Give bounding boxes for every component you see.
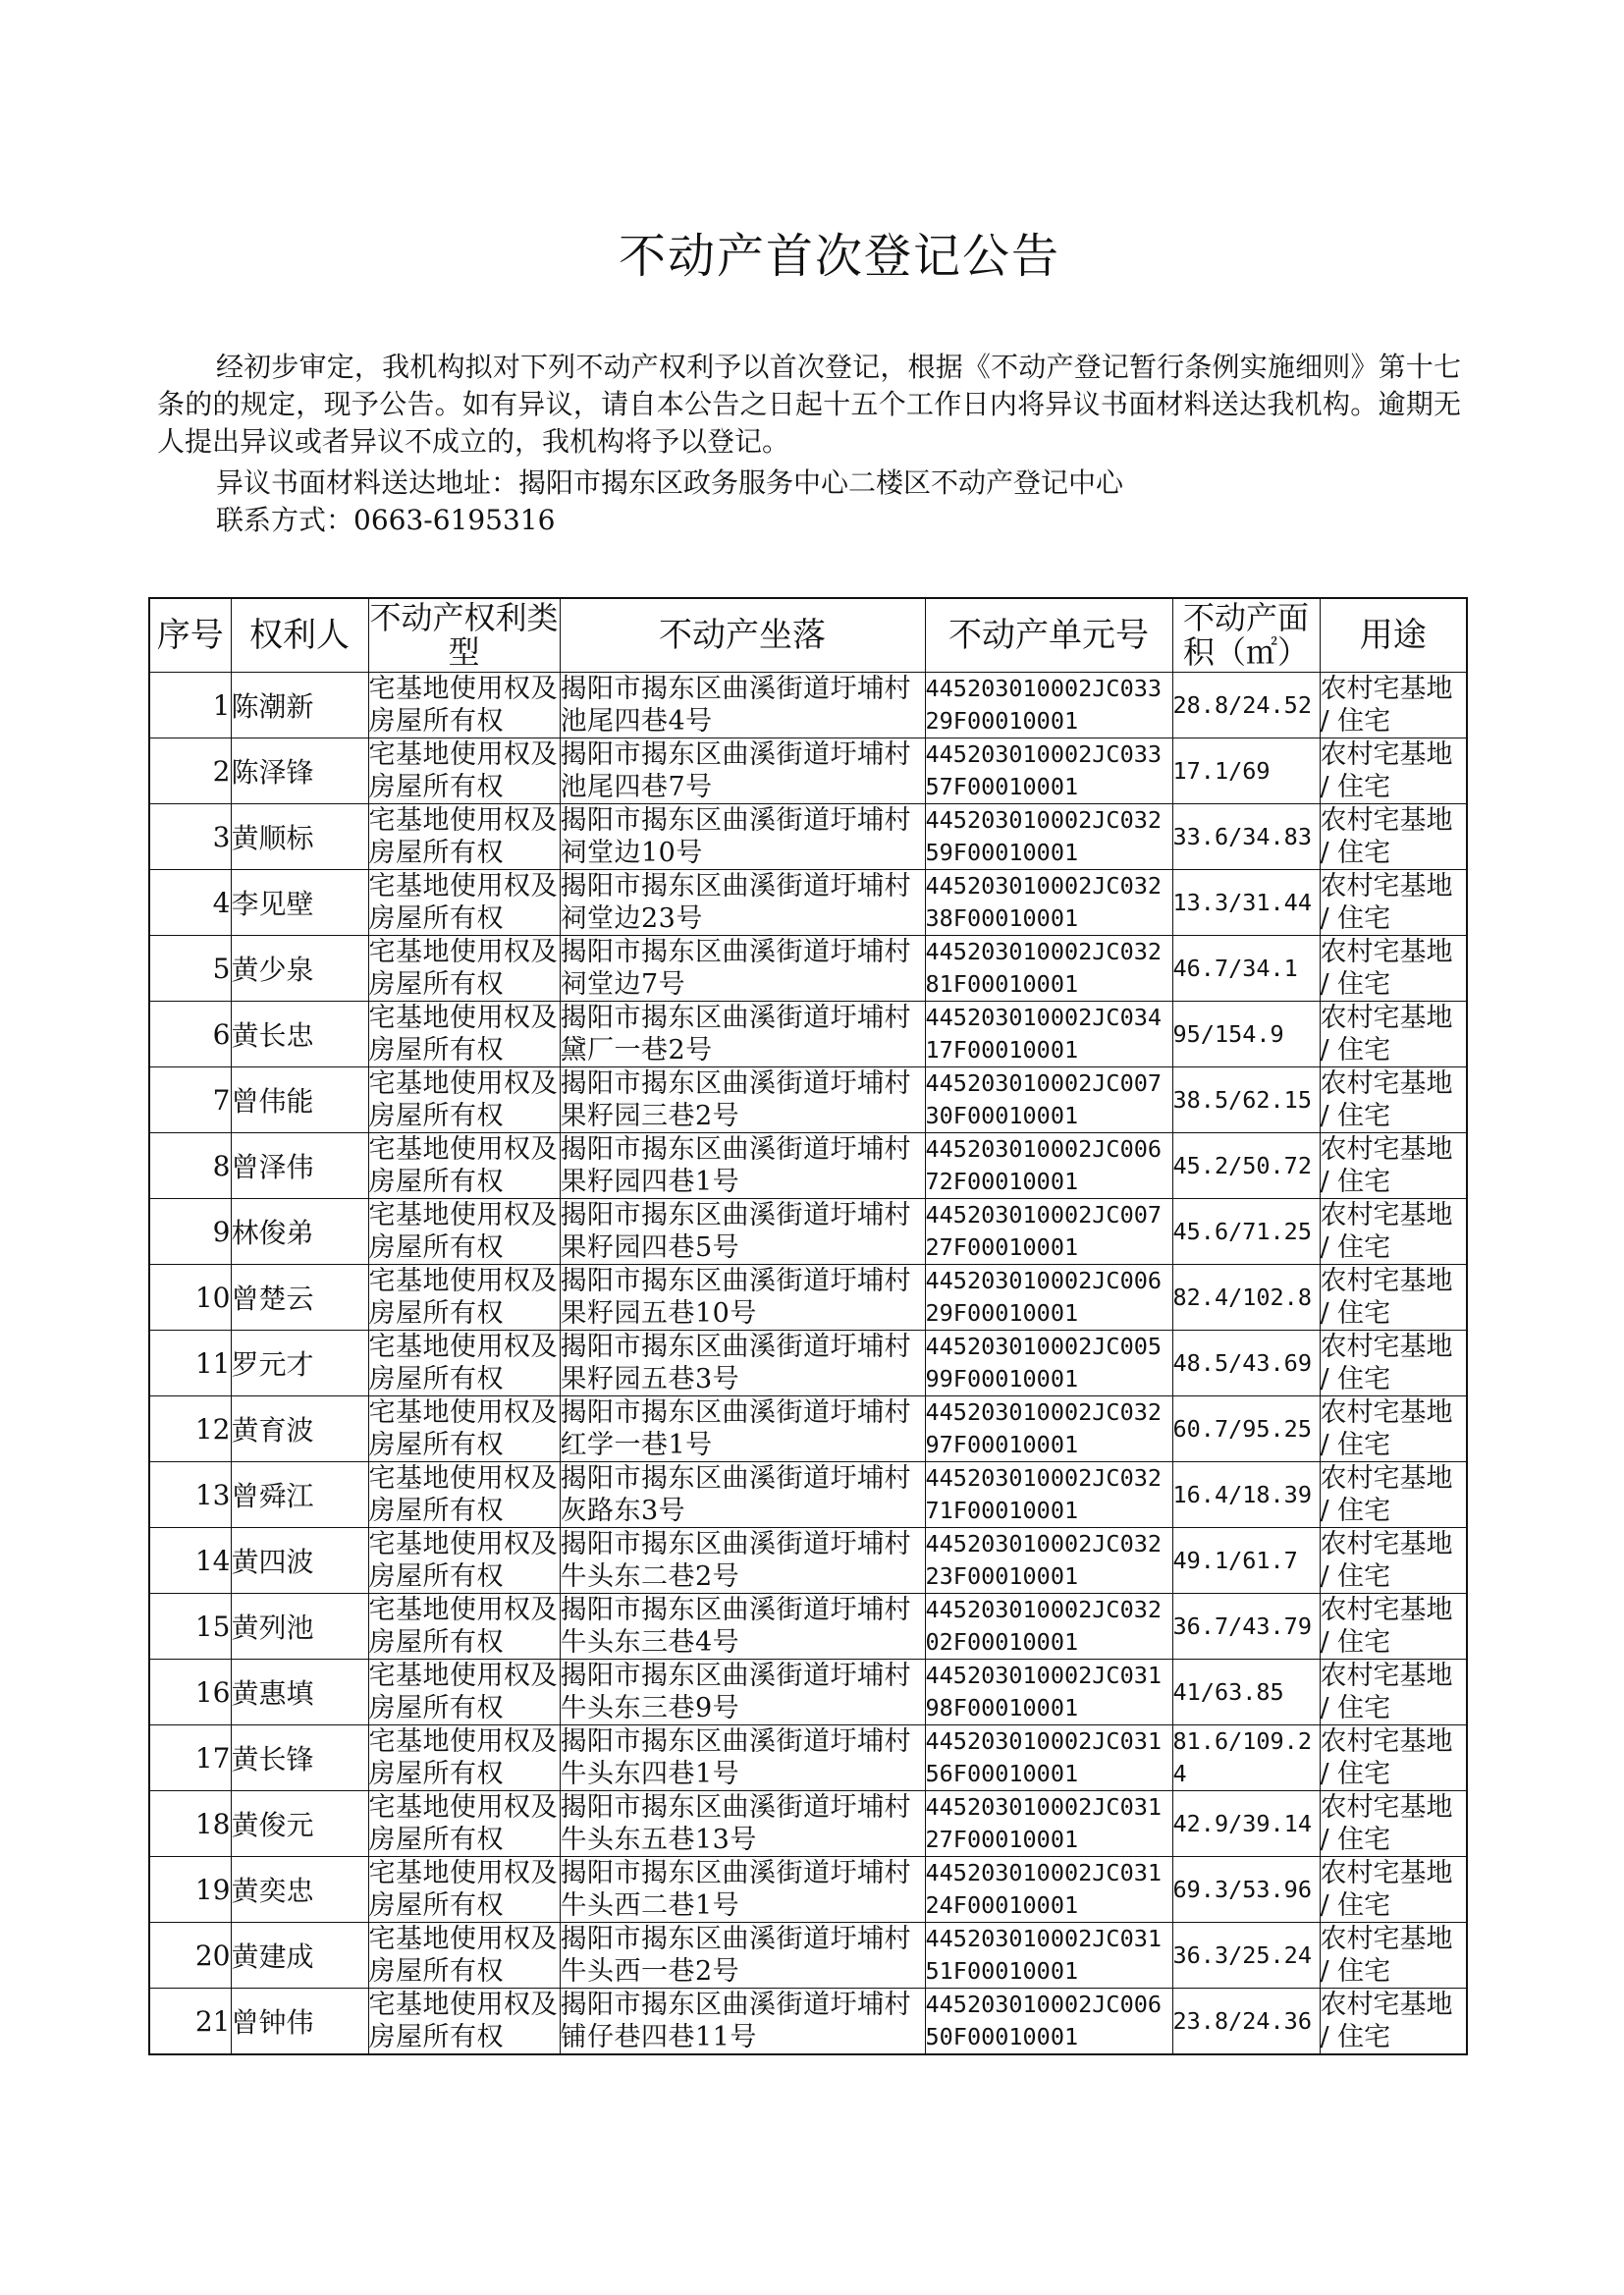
cell-owner: 黄少泉 [231,936,368,1002]
cell-unit-no: 445203010002JC03127F00010001 [925,1791,1172,1857]
cell-owner: 黄长忠 [231,1002,368,1067]
cell-right-type: 宅基地使用权及房屋所有权 [368,937,558,1000]
cell-usage: 农村宅基地 / 住宅 [1320,1331,1467,1396]
table-row [149,936,1467,1002]
table-row [149,870,1467,936]
cell-usage: 农村宅基地 / 住宅 [1320,1660,1467,1725]
cell-location: 揭阳市揭东区曲溪街道圩埔村祠堂边10号 [560,804,925,870]
cell-unit-no: 445203010002JC03156F00010001 [925,1725,1172,1791]
cell-usage: 农村宅基地 / 住宅 [1320,1067,1467,1133]
header-right-type: 不动产权利类型 [369,599,559,671]
cell-owner: 陈潮新 [231,673,368,738]
cell-right-type: 宅基地使用权及房屋所有权 [368,1661,558,1723]
cell-location: 揭阳市揭东区曲溪街道圩埔村池尾四巷7号 [560,738,925,804]
cell-location: 揭阳市揭东区曲溪街道圩埔村牛头东二巷2号 [560,1528,925,1594]
cell-right-type: 宅基地使用权及房屋所有权 [368,1332,558,1394]
cell-unit-no: 445203010002JC03329F00010001 [925,673,1172,738]
cell-location: 揭阳市揭东区曲溪街道圩埔村果籽园五巷3号 [560,1331,925,1396]
header-area: 不动产面积（㎡） [1172,598,1320,673]
cell-usage: 农村宅基地 / 住宅 [1320,1462,1467,1528]
cell-right-type: 宅基地使用权及房屋所有权 [368,871,558,934]
table-row [149,804,1467,870]
cell-location: 揭阳市揭东区曲溪街道圩埔村果籽园四巷5号 [560,1199,925,1265]
table-row [149,1331,1467,1396]
cell-area: 82.4/102.8 [1172,1265,1320,1331]
cell-no: 5 [149,936,231,1002]
cell-owner: 黄四波 [231,1528,368,1594]
cell-unit-no: 445203010002JC03259F00010001 [925,804,1172,870]
cell-usage: 农村宅基地 / 住宅 [1320,1857,1467,1923]
cell-area: 36.3/25.24 [1172,1923,1320,1989]
cell-area: 33.6/34.83 [1172,804,1320,870]
cell-area: 46.7/34.1 [1172,936,1320,1002]
table-row [149,738,1467,804]
intro-paragraph: 经初步审定，我机构拟对下列不动产权利予以首次登记，根据《不动产登记暂行条例实施细则》第十七条的的规定，现予公告。如有异议，请自本公告之日起十五个工作日内将异议书面材料送达我机构。逾期无人提出异议或者异议不成立的，我机构将予以登记。 [157,351,1461,458]
cell-usage: 农村宅基地 / 住宅 [1320,936,1467,1002]
cell-location: 揭阳市揭东区曲溪街道圩埔村果籽园五巷10号 [560,1265,925,1331]
cell-area: 60.7/95.25 [1172,1396,1320,1462]
cell-right-type: 宅基地使用权及房屋所有权 [368,1990,558,2052]
page-title: 不动产首次登记公告 [618,229,1060,284]
cell-area: 45.2/50.72 [1172,1133,1320,1199]
registration-table [148,597,1468,2055]
cell-usage: 农村宅基地 / 住宅 [1320,1989,1467,2055]
cell-no: 16 [149,1660,231,1725]
cell-area: 41/63.85 [1172,1660,1320,1725]
cell-no: 14 [149,1528,231,1594]
cell-no: 9 [149,1199,231,1265]
cell-right-type: 宅基地使用权及房屋所有权 [368,805,558,868]
cell-owner: 曾舜江 [231,1462,368,1528]
cell-no: 1 [149,673,231,738]
cell-owner: 黄顺标 [231,804,368,870]
cell-owner: 林俊弟 [231,1199,368,1265]
table-row [149,1660,1467,1725]
cell-unit-no: 445203010002JC03238F00010001 [925,870,1172,936]
cell-location: 揭阳市揭东区曲溪街道圩埔村牛头东三巷4号 [560,1594,925,1660]
table-row [149,673,1467,738]
header-location: 不动产坐落 [560,598,925,673]
cell-unit-no: 445203010002JC00629F00010001 [925,1265,1172,1331]
cell-unit-no: 445203010002JC03202F00010001 [925,1594,1172,1660]
cell-owner: 黄惠填 [231,1660,368,1725]
table-row [149,1594,1467,1660]
cell-right-type: 宅基地使用权及房屋所有权 [368,1858,558,1921]
cell-owner: 黄建成 [231,1923,368,1989]
cell-right-type: 宅基地使用权及房屋所有权 [368,674,558,737]
cell-right-type: 宅基地使用权及房屋所有权 [368,1266,558,1329]
cell-unit-no: 445203010002JC03124F00010001 [925,1857,1172,1923]
cell-unit-no: 445203010002JC03417F00010001 [925,1002,1172,1067]
cell-owner: 陈泽锋 [231,738,368,804]
cell-unit-no: 445203010002JC00650F00010001 [925,1989,1172,2055]
cell-usage: 农村宅基地 / 住宅 [1320,738,1467,804]
cell-location: 揭阳市揭东区曲溪街道圩埔村红学一巷1号 [560,1396,925,1462]
cell-owner: 黄育波 [231,1396,368,1462]
table-row [149,1265,1467,1331]
objection-address-line: 异议书面材料送达地址：揭阳市揭东区政务服务中心二楼区不动产登记中心 [216,466,1124,499]
cell-no: 3 [149,804,231,870]
cell-area: 49.1/61.7 [1172,1528,1320,1594]
table-row [149,1067,1467,1133]
cell-area: 38.5/62.15 [1172,1067,1320,1133]
cell-unit-no: 445203010002JC03281F00010001 [925,936,1172,1002]
cell-unit-no: 445203010002JC03357F00010001 [925,738,1172,804]
cell-usage: 农村宅基地 / 住宅 [1320,1923,1467,1989]
cell-unit-no: 445203010002JC00727F00010001 [925,1199,1172,1265]
cell-unit-no: 445203010002JC00672F00010001 [925,1133,1172,1199]
cell-right-type: 宅基地使用权及房屋所有权 [368,1595,558,1658]
cell-no: 20 [149,1923,231,1989]
cell-unit-no: 445203010002JC03198F00010001 [925,1660,1172,1725]
cell-usage: 农村宅基地 / 住宅 [1320,1002,1467,1067]
cell-usage: 农村宅基地 / 住宅 [1320,1265,1467,1331]
cell-location: 揭阳市揭东区曲溪街道圩埔村牛头东三巷9号 [560,1660,925,1725]
cell-no: 2 [149,738,231,804]
cell-area: 23.8/24.36 [1172,1989,1320,2055]
header-unit-no: 不动产单元号 [925,598,1172,673]
cell-area: 48.5/43.69 [1172,1331,1320,1396]
cell-right-type: 宅基地使用权及房屋所有权 [368,1003,558,1066]
table-row [149,1989,1467,2055]
cell-area: 42.9/39.14 [1172,1791,1320,1857]
cell-no: 18 [149,1791,231,1857]
cell-owner: 曾楚云 [231,1265,368,1331]
cell-owner: 黄列池 [231,1594,368,1660]
table-row [149,1857,1467,1923]
cell-area: 69.3/53.96 [1172,1857,1320,1923]
cell-usage: 农村宅基地 / 住宅 [1320,1528,1467,1594]
cell-right-type: 宅基地使用权及房屋所有权 [368,1924,558,1987]
cell-location: 揭阳市揭东区曲溪街道圩埔村牛头西一巷2号 [560,1923,925,1989]
cell-no: 17 [149,1725,231,1791]
cell-owner: 黄俊元 [231,1791,368,1857]
cell-no: 4 [149,870,231,936]
cell-unit-no: 445203010002JC03223F00010001 [925,1528,1172,1594]
cell-usage: 农村宅基地 / 住宅 [1320,1594,1467,1660]
cell-no: 11 [149,1331,231,1396]
cell-owner: 曾伟能 [231,1067,368,1133]
cell-unit-no: 445203010002JC03271F00010001 [925,1462,1172,1528]
cell-usage: 农村宅基地 / 住宅 [1320,804,1467,870]
header-usage: 用途 [1320,598,1467,673]
cell-owner: 黄长锋 [231,1725,368,1791]
cell-no: 13 [149,1462,231,1528]
table-row [149,1462,1467,1528]
cell-no: 15 [149,1594,231,1660]
cell-usage: 农村宅基地 / 住宅 [1320,1199,1467,1265]
cell-owner: 曾泽伟 [231,1133,368,1199]
cell-no: 21 [149,1989,231,2055]
cell-location: 揭阳市揭东区曲溪街道圩埔村祠堂边7号 [560,936,925,1002]
table-row [149,1725,1467,1791]
cell-area: 45.6/71.25 [1172,1199,1320,1265]
cell-owner: 李见壁 [231,870,368,936]
cell-usage: 农村宅基地 / 住宅 [1320,1725,1467,1791]
cell-right-type: 宅基地使用权及房屋所有权 [368,1463,558,1526]
cell-no: 8 [149,1133,231,1199]
cell-unit-no: 445203010002JC03151F00010001 [925,1923,1172,1989]
contact-line: 联系方式：0663-6195316 [216,504,556,536]
cell-location: 揭阳市揭东区曲溪街道圩埔村池尾四巷4号 [560,673,925,738]
table-row [149,1199,1467,1265]
cell-location: 揭阳市揭东区曲溪街道圩埔村黛厂一巷2号 [560,1002,925,1067]
cell-area: 95/154.9 [1172,1002,1320,1067]
cell-usage: 农村宅基地 / 住宅 [1320,870,1467,936]
cell-area: 28.8/24.52 [1172,673,1320,738]
table-row [149,1791,1467,1857]
table-row [149,1528,1467,1594]
cell-area: 13.3/31.44 [1172,870,1320,936]
cell-no: 6 [149,1002,231,1067]
cell-owner: 曾钟伟 [231,1989,368,2055]
cell-right-type: 宅基地使用权及房屋所有权 [368,1068,558,1131]
cell-location: 揭阳市揭东区曲溪街道圩埔村牛头西二巷1号 [560,1857,925,1923]
cell-right-type: 宅基地使用权及房屋所有权 [368,739,558,802]
cell-location: 揭阳市揭东区曲溪街道圩埔村牛头东四巷1号 [560,1725,925,1791]
cell-right-type: 宅基地使用权及房屋所有权 [368,1529,558,1592]
cell-no: 10 [149,1265,231,1331]
cell-no: 19 [149,1857,231,1923]
cell-location: 揭阳市揭东区曲溪街道圩埔村果籽园三巷2号 [560,1067,925,1133]
cell-right-type: 宅基地使用权及房屋所有权 [368,1200,558,1263]
cell-no: 12 [149,1396,231,1462]
cell-owner: 黄奕忠 [231,1857,368,1923]
cell-location: 揭阳市揭东区曲溪街道圩埔村铺仔巷四巷11号 [560,1989,925,2055]
cell-location: 揭阳市揭东区曲溪街道圩埔村果籽园四巷1号 [560,1133,925,1199]
table-row [149,1133,1467,1199]
cell-right-type: 宅基地使用权及房屋所有权 [368,1134,558,1197]
cell-unit-no: 445203010002JC00730F00010001 [925,1067,1172,1133]
table-row [149,1396,1467,1462]
cell-area: 17.1/69 [1172,738,1320,804]
cell-unit-no: 445203010002JC00599F00010001 [925,1331,1172,1396]
cell-usage: 农村宅基地 / 住宅 [1320,1133,1467,1199]
cell-right-type: 宅基地使用权及房屋所有权 [368,1397,558,1460]
header-owner: 权利人 [231,598,368,673]
cell-owner: 罗元才 [231,1331,368,1396]
cell-usage: 农村宅基地 / 住宅 [1320,1396,1467,1462]
table-header-row [149,598,1467,673]
cell-location: 揭阳市揭东区曲溪街道圩埔村灰路东3号 [560,1462,925,1528]
cell-unit-no: 445203010002JC03297F00010001 [925,1396,1172,1462]
cell-location: 揭阳市揭东区曲溪街道圩埔村祠堂边23号 [560,870,925,936]
cell-usage: 农村宅基地 / 住宅 [1320,673,1467,738]
cell-location: 揭阳市揭东区曲溪街道圩埔村牛头东五巷13号 [560,1791,925,1857]
cell-right-type: 宅基地使用权及房屋所有权 [368,1726,558,1789]
cell-right-type: 宅基地使用权及房屋所有权 [368,1792,558,1855]
cell-area: 81.6/109.24 [1172,1725,1320,1791]
cell-area: 16.4/18.39 [1172,1462,1320,1528]
table-row [149,1923,1467,1989]
cell-usage: 农村宅基地 / 住宅 [1320,1791,1467,1857]
header-no: 序号 [149,598,231,673]
cell-no: 7 [149,1067,231,1133]
cell-area: 36.7/43.79 [1172,1594,1320,1660]
table-row [149,1002,1467,1067]
